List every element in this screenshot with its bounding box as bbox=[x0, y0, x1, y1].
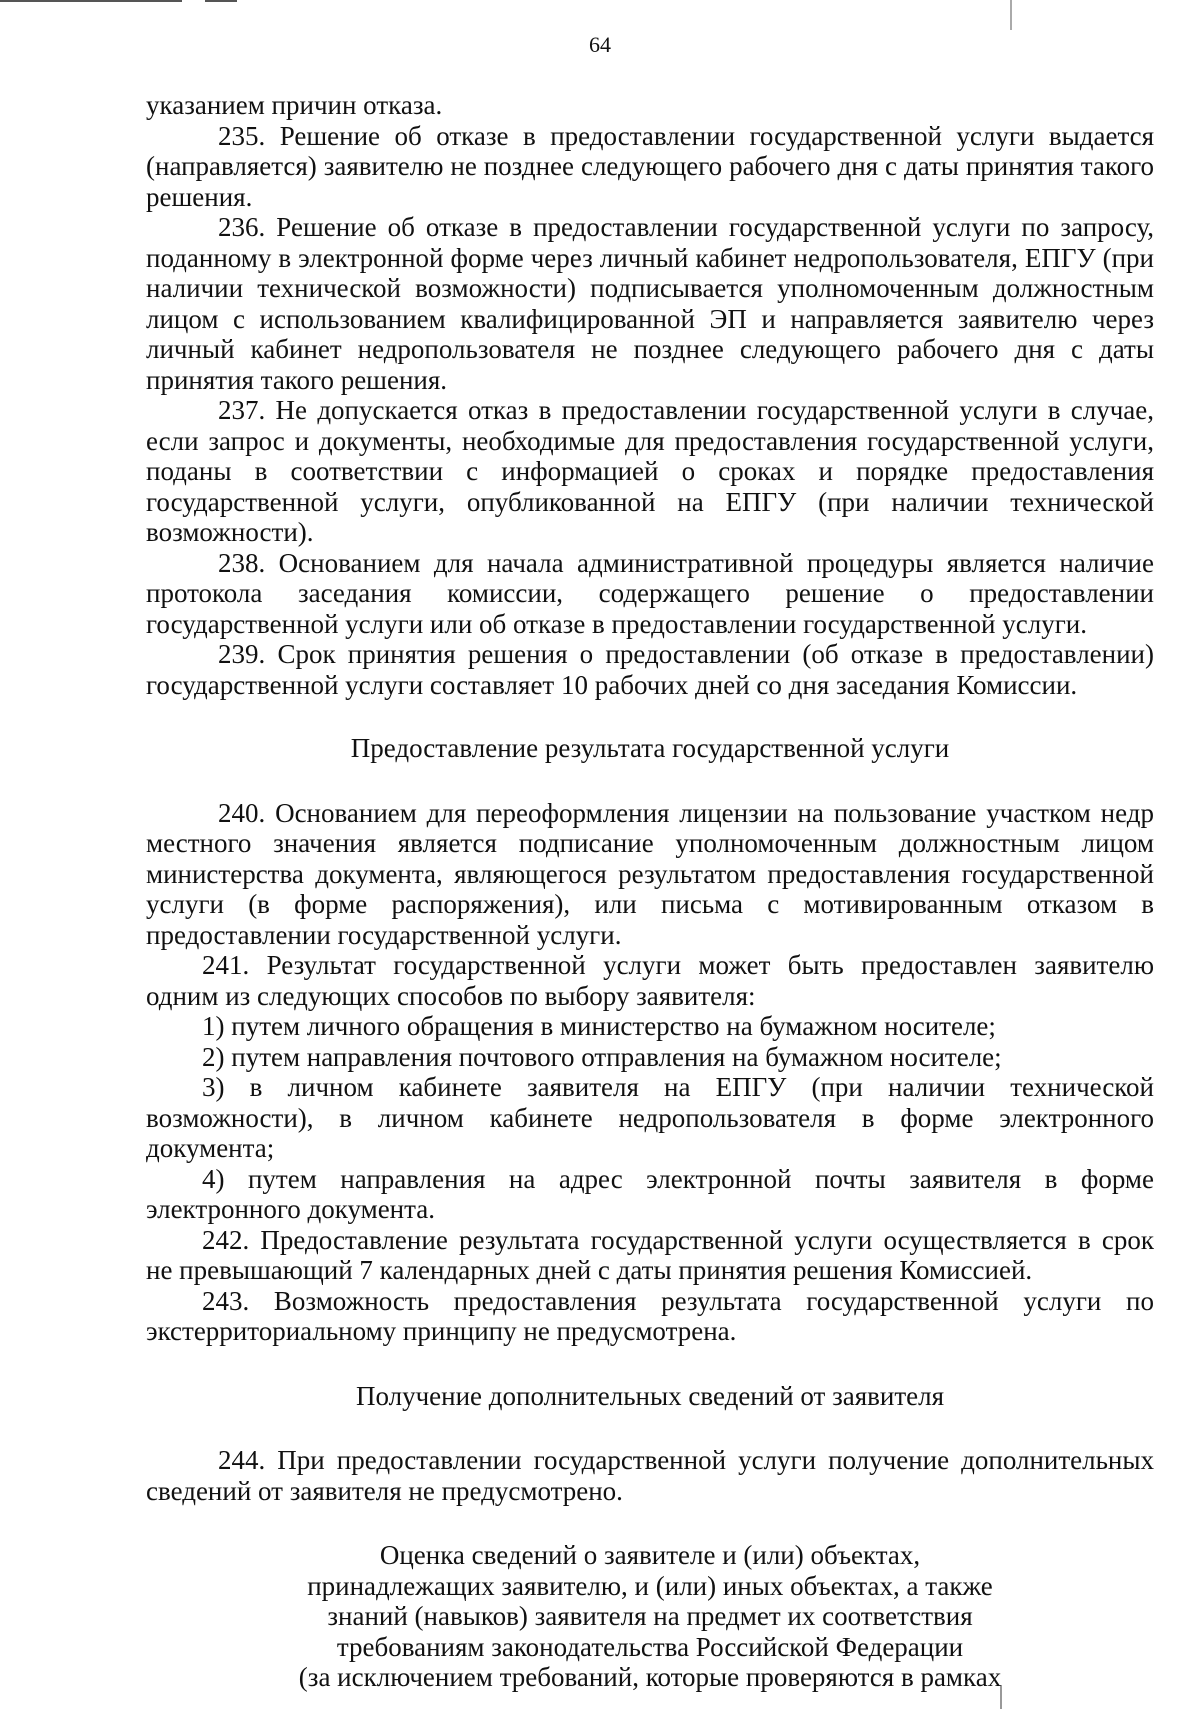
paragraph-238: 238. Основанием для начала административной процедуры является наличие протокола заседания комиссии, содержащего решение о предоставлении государственной услуги или об отказе в предоставлении государственной услуги. bbox=[146, 547, 1154, 639]
paragraph-240: 240. Основанием для переоформления лицензии на пользование участком недр местного значения является подписание уполномоченным должностным лицом министерства документа, являющегося результатом предоставления государственной услуги (в форме распоряжения), или письма с мотивированным отказом в предоставлении государственной услуги. bbox=[146, 797, 1154, 950]
list-item-3: 3) в личном кабинете заявителя на ЕПГУ (при наличии технической возможности), в личном кабинете недропользователя в форме электронного документа; bbox=[146, 1072, 1154, 1163]
paragraph-244: 244. При предоставлении государственной услуги получение дополнительных сведений от заявителя не предусмотрено. bbox=[146, 1445, 1154, 1506]
section-heading-additional: Получение дополнительных сведений от заявителя bbox=[355, 1380, 945, 1411]
section-heading-assessment bbox=[146, 1540, 1154, 1693]
paragraph-243: 243. Возможность предоставления результата государственной услуги по экстерриториальному принципу не предусмотрена. bbox=[146, 1285, 1154, 1346]
section-heading-result: Предоставление результата государственной услуги bbox=[350, 733, 950, 763]
paragraph-236: 236. Решение об отказе в предоставлении государственной услуги по запросу, поданному в электронной форме через личный кабинет недропользователя, ЕПГУ (при наличии технической возможности) подписывается уполномоченным должностным лицом с использованием квалифицированной ЭП и направляется заявителю через личный кабинет недропользователя не позднее следующего рабочего дня с даты принятия такого решения. bbox=[146, 212, 1154, 395]
scan-edge-mark-top-left-short bbox=[205, 0, 237, 2]
document-body bbox=[146, 90, 1154, 1693]
list-item-2: 2) путем направления почтового отправления на бумажном носителе; bbox=[202, 1041, 1002, 1072]
paragraph-235: 235. Решение об отказе в предоставлении государственной услуги выдается (направляется) заявителю не позднее следующего рабочего дня с даты принятия такого решения. bbox=[146, 120, 1154, 212]
paragraph-237: 237. Не допускается отказ в предоставлении государственной услуги в случае, если запрос и документы, необходимые для предоставления государственной услуги, поданы в соответствии с информацией о сроках и порядке предоставления государственной услуги, опубликованной на ЕПГУ (при наличии технической возможности). bbox=[146, 395, 1154, 547]
assessment-heading-line: принадлежащих заявителю, и (или) иных объектах, а также bbox=[307, 1570, 993, 1601]
paragraph-continuation: указанием причин отказа. bbox=[146, 90, 443, 120]
assessment-heading-line: требованиям законодательства Российской Федерации bbox=[336, 1631, 964, 1662]
list-item-1: 1) путем личного обращения в министерство на бумажном носителе; bbox=[202, 1011, 996, 1041]
paragraph-239: 239. Срок принятия решения о предоставлении (об отказе в предоставлении) государственной услуги составляет 10 рабочих дней со дня заседания Комиссии. bbox=[146, 639, 1154, 700]
scan-edge-mark-top-left bbox=[0, 0, 182, 2]
assessment-heading-line: Оценка сведений о заявителе и (или) объектах, bbox=[379, 1540, 921, 1570]
list-item-4: 4) путем направления на адрес электронной почты заявителя в форме электронного документа. bbox=[146, 1163, 1154, 1224]
assessment-heading-line: (за исключением требований, которые проверяются в рамках bbox=[298, 1662, 1002, 1692]
page-number: 64 bbox=[589, 32, 611, 57]
scan-edge-mark-right bbox=[1010, 0, 1012, 30]
paragraph-241: 241. Результат государственной услуги может быть предоставлен заявителю одним из следующих способов по выбору заявителя: bbox=[146, 950, 1154, 1011]
assessment-heading-line: знаний (навыков) заявителя на предмет их соответствия bbox=[327, 1601, 973, 1631]
paragraph-242: 242. Предоставление результата государственной услуги осуществляется в срок не превышающий 7 календарных дней с даты принятия решения Комиссией. bbox=[146, 1224, 1154, 1285]
